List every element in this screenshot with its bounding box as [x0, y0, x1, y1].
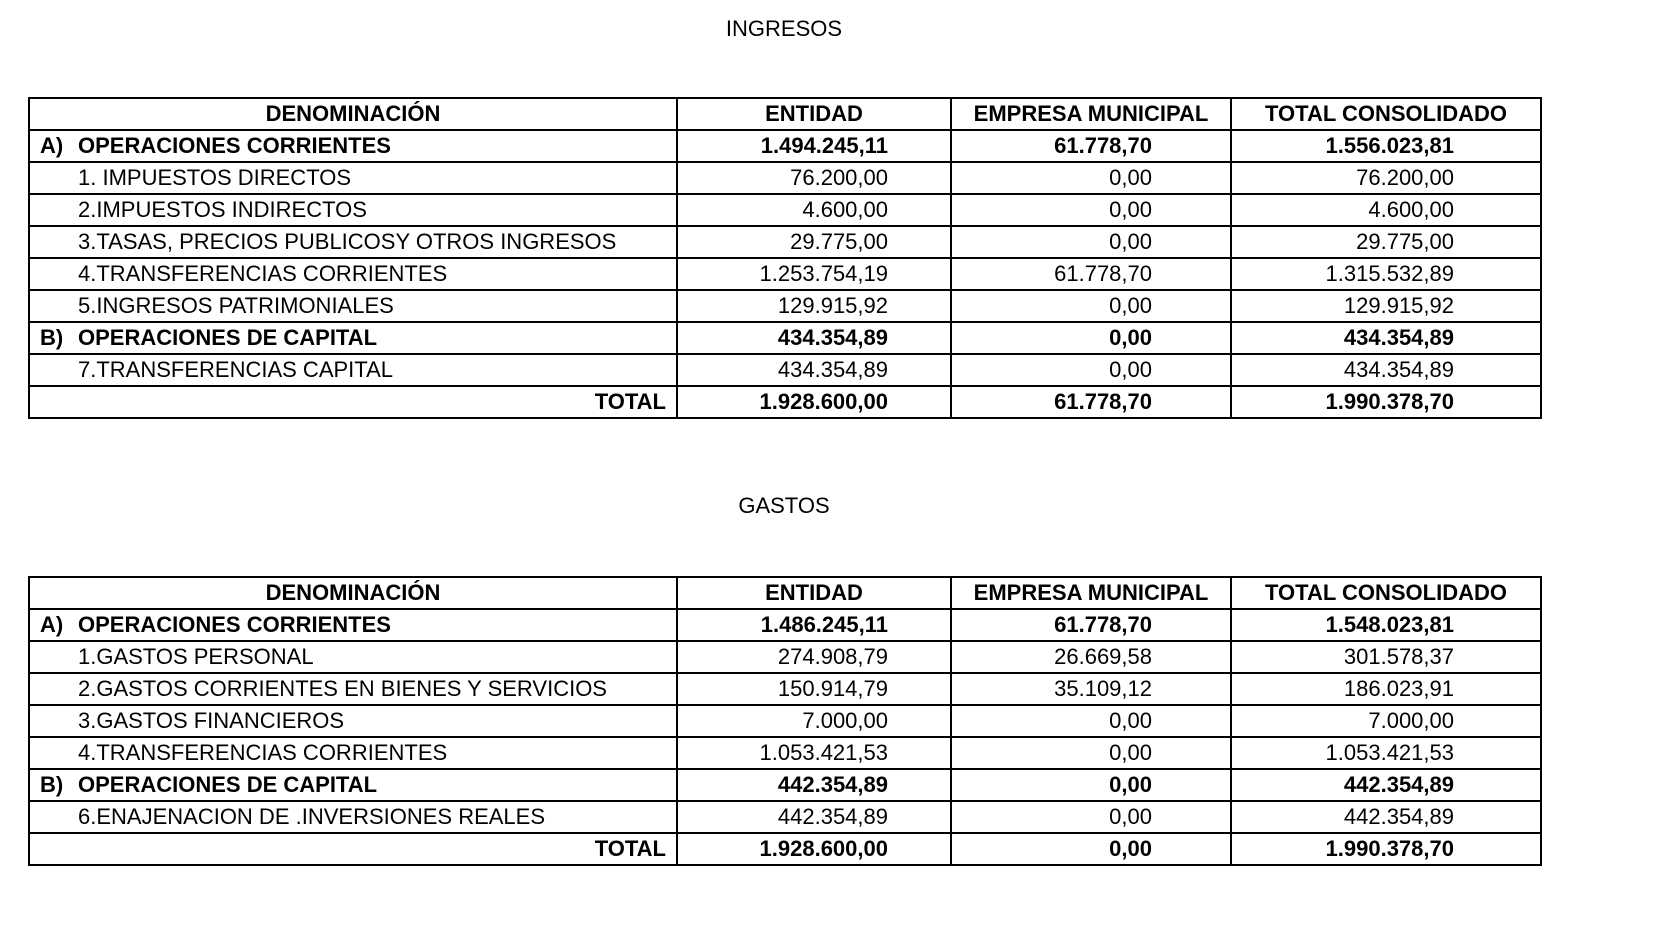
row-label: 2.IMPUESTOS INDIRECTOS	[29, 194, 677, 226]
row-label	[29, 769, 677, 801]
header-denominacion: DENOMINACIÓN	[29, 98, 677, 130]
empresa-value: 35.109,12	[951, 673, 1231, 705]
entidad-value: 442.354,89	[677, 769, 951, 801]
entidad-value: 274.908,79	[677, 641, 951, 673]
entidad-value: 150.914,79	[677, 673, 951, 705]
empresa-value: 0,00	[951, 226, 1231, 258]
entidad-value: 4.600,00	[677, 194, 951, 226]
total-value: 7.000,00	[1231, 705, 1541, 737]
entidad-value: 1.486.245,11	[677, 609, 951, 641]
table-row	[29, 737, 1541, 769]
total-value: 1.548.023,81	[1231, 609, 1541, 641]
ingresos-table	[28, 97, 1542, 419]
row-label	[29, 322, 677, 354]
row-label: 7.TRANSFERENCIAS CAPITAL	[29, 354, 677, 386]
row-label: 2.GASTOS CORRIENTES EN BIENES Y SERVICIOS	[29, 673, 677, 705]
row-label: 5.INGRESOS PATRIMONIALES	[29, 290, 677, 322]
section-letter: B)	[40, 325, 64, 350]
table-row	[29, 258, 1541, 290]
table-row-section	[29, 609, 1541, 641]
empresa-value: 0,00	[951, 162, 1231, 194]
header-total-consolidado: TOTAL CONSOLIDADO	[1231, 98, 1541, 130]
entidad-value: 1.494.245,11	[677, 130, 951, 162]
empresa-value: 0,00	[951, 737, 1231, 769]
total-label: TOTAL	[29, 833, 677, 865]
entidad-value: 76.200,00	[677, 162, 951, 194]
section-letter: A)	[40, 612, 64, 637]
entidad-value: 1.928.600,00	[677, 833, 951, 865]
empresa-value: 61.778,70	[951, 130, 1231, 162]
total-value: 434.354,89	[1231, 322, 1541, 354]
table-row	[29, 705, 1541, 737]
row-label: 3.TASAS, PRECIOS PUBLICOSY OTROS INGRESOS	[29, 226, 677, 258]
entidad-value: 434.354,89	[677, 354, 951, 386]
section-letter: A)	[40, 133, 64, 158]
section-label: OPERACIONES DE CAPITAL	[78, 772, 378, 797]
section-letter: B)	[40, 772, 64, 797]
table-row	[29, 641, 1541, 673]
row-label	[29, 130, 677, 162]
total-value: 4.600,00	[1231, 194, 1541, 226]
table-row-total	[29, 833, 1541, 865]
empresa-value: 0,00	[951, 833, 1231, 865]
table-row	[29, 194, 1541, 226]
empresa-value: 0,00	[951, 801, 1231, 833]
table-row-total	[29, 386, 1541, 418]
table-row	[29, 290, 1541, 322]
empresa-value: 61.778,70	[951, 386, 1231, 418]
table-header-row	[29, 577, 1541, 609]
total-value: 442.354,89	[1231, 769, 1541, 801]
total-value: 1.315.532,89	[1231, 258, 1541, 290]
section-label: OPERACIONES CORRIENTES	[78, 133, 391, 158]
empresa-value: 0,00	[951, 290, 1231, 322]
table-row	[29, 162, 1541, 194]
total-value: 129.915,92	[1231, 290, 1541, 322]
row-label: 4.TRANSFERENCIAS CORRIENTES	[29, 258, 677, 290]
entidad-value: 29.775,00	[677, 226, 951, 258]
total-label: TOTAL	[29, 386, 677, 418]
table-header-row	[29, 98, 1541, 130]
total-value: 29.775,00	[1231, 226, 1541, 258]
total-value: 301.578,37	[1231, 641, 1541, 673]
empresa-value: 0,00	[951, 769, 1231, 801]
section-label: OPERACIONES CORRIENTES	[78, 612, 391, 637]
table-row-section	[29, 322, 1541, 354]
gastos-title: GASTOS	[738, 493, 830, 518]
entidad-value: 434.354,89	[677, 322, 951, 354]
table-row	[29, 226, 1541, 258]
entidad-value: 1.053.421,53	[677, 737, 951, 769]
total-value: 1.990.378,70	[1231, 386, 1541, 418]
total-value: 76.200,00	[1231, 162, 1541, 194]
total-value: 434.354,89	[1231, 354, 1541, 386]
empresa-value: 61.778,70	[951, 258, 1231, 290]
entidad-value: 442.354,89	[677, 801, 951, 833]
ingresos-title: INGRESOS	[725, 16, 843, 41]
empresa-value: 0,00	[951, 354, 1231, 386]
row-label: 4.TRANSFERENCIAS CORRIENTES	[29, 737, 677, 769]
entidad-value: 129.915,92	[677, 290, 951, 322]
table-row	[29, 801, 1541, 833]
row-label: 1.GASTOS PERSONAL	[29, 641, 677, 673]
header-entidad: ENTIDAD	[677, 98, 951, 130]
row-label	[29, 609, 677, 641]
empresa-value: 0,00	[951, 705, 1231, 737]
table-row-section	[29, 769, 1541, 801]
empresa-value: 0,00	[951, 322, 1231, 354]
header-empresa-municipal: EMPRESA MUNICIPAL	[951, 98, 1231, 130]
total-value: 1.556.023,81	[1231, 130, 1541, 162]
entidad-value: 1.928.600,00	[677, 386, 951, 418]
empresa-value: 61.778,70	[951, 609, 1231, 641]
header-denominacion: DENOMINACIÓN	[29, 577, 677, 609]
total-value: 186.023,91	[1231, 673, 1541, 705]
entidad-value: 1.253.754,19	[677, 258, 951, 290]
header-entidad: ENTIDAD	[677, 577, 951, 609]
empresa-value: 0,00	[951, 194, 1231, 226]
row-label: 1. IMPUESTOS DIRECTOS	[29, 162, 677, 194]
total-value: 1.990.378,70	[1231, 833, 1541, 865]
total-value: 442.354,89	[1231, 801, 1541, 833]
table-row	[29, 673, 1541, 705]
table-row-section	[29, 130, 1541, 162]
header-empresa-municipal: EMPRESA MUNICIPAL	[951, 577, 1231, 609]
row-label: 6.ENAJENACION DE .INVERSIONES REALES	[29, 801, 677, 833]
section-label: OPERACIONES DE CAPITAL	[78, 325, 378, 350]
empresa-value: 26.669,58	[951, 641, 1231, 673]
row-label: 3.GASTOS FINANCIEROS	[29, 705, 677, 737]
header-total-consolidado: TOTAL CONSOLIDADO	[1231, 577, 1541, 609]
table-row	[29, 354, 1541, 386]
gastos-table	[28, 576, 1542, 866]
entidad-value: 7.000,00	[677, 705, 951, 737]
total-value: 1.053.421,53	[1231, 737, 1541, 769]
